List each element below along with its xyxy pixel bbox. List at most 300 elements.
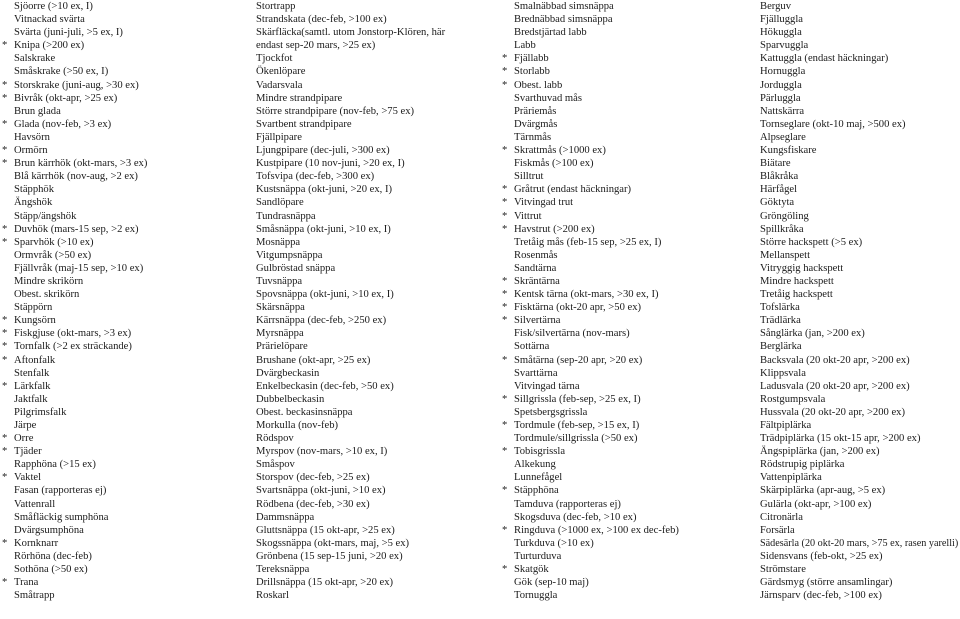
species-row [256,524,500,537]
species-row [502,419,758,432]
species-row [760,144,960,157]
species-row [256,589,500,602]
species-row [256,223,500,236]
species-entry: Tornuggla [514,590,558,602]
species-entry: Roskarl [256,590,289,602]
species-entry: Dvärgbeckasin [256,367,320,379]
species-entry: Storspov (dec-feb, >25 ex) [256,472,370,484]
species-entry: Orre [14,433,34,445]
species-entry: Pilgrimsfalk [14,406,67,418]
species-entry: Spillkråka [760,223,804,235]
species-entry: Ljungpipare (dec-juli, >300 ex) [256,145,390,157]
species-row [502,393,758,406]
species-entry: Sparvuggla [760,40,809,52]
asterisk-marker: * [2,354,8,366]
species-row [2,288,237,301]
species-entry: Tretåig hackspett [760,289,833,301]
species-row [256,170,500,183]
asterisk-marker: * [2,145,8,157]
species-entry: Stäpp/ängshök [14,210,77,222]
species-entry: Skogsduva (dec-feb, >10 ex) [514,511,637,523]
species-row [2,471,237,484]
species-entry: Trana [14,577,39,589]
species-entry: Glada (nov-feb, >3 ex) [14,118,112,130]
species-row [760,39,960,52]
species-entry: Brushane (okt-apr, >25 ex) [256,354,371,366]
species-entry: Trädpiplärka (15 okt-15 apr, >200 ex) [760,433,921,445]
species-entry: Skärpiplärka (apr-aug, >5 ex) [760,485,886,497]
species-row [760,314,960,327]
species-row [256,0,500,13]
species-row [2,432,237,445]
species-entry: Stäppörn [14,302,53,314]
species-row [256,498,500,511]
species-entry: Större hackspett (>5 ex) [760,236,863,248]
species-entry: Rosenmås [514,249,558,261]
species-entry: Fjälluggla [760,14,803,26]
species-row [760,210,960,223]
species-entry: Vitryggig hackspett [760,262,844,274]
species-entry: Stortrapp [256,1,296,12]
species-entry: Dvärgsumphöna [14,524,84,536]
species-entry: Fiskmås (>100 ex) [514,158,594,170]
species-entry: Lärkfalk [14,380,51,392]
species-column-4 [760,0,960,602]
species-row [256,576,500,589]
species-row [2,537,237,550]
species-row [2,563,237,576]
species-entry: Rödstrupig piplärka [760,459,845,471]
species-row [2,393,237,406]
species-row [2,236,237,249]
species-entry: Ökenlöpare [256,66,306,78]
species-row [760,223,960,236]
species-entry: Tornseglare (okt-10 maj, >500 ex) [760,118,906,130]
species-row [760,576,960,589]
species-row [502,340,758,353]
species-row [256,275,500,288]
species-row [2,131,237,144]
species-row [502,432,758,445]
species-row [2,52,237,65]
species-entry: Sothöna (>50 ex) [14,564,88,576]
species-row [256,484,500,497]
species-entry: Rödbena (dec-feb, >30 ex) [256,498,370,510]
species-row [2,13,237,26]
species-row [256,354,500,367]
species-entry: Tjäder [14,446,42,458]
species-row [760,288,960,301]
species-row [502,524,758,537]
species-row [256,183,500,196]
species-row [760,589,960,602]
species-entry: Jaktfalk [14,393,48,405]
species-entry: Vitvingad trut [514,197,574,209]
species-entry: Morkulla (nov-feb) [256,420,339,431]
species-entry: Lunnefågel [514,472,563,484]
species-entry: Hökuggla [760,27,802,39]
species-entry: Fisk/silvertärna (nov-mars) [514,328,630,340]
asterisk-marker: * [502,66,508,78]
species-row [502,550,758,563]
species-row [256,380,500,393]
species-entry: Fjällabb [514,53,549,65]
species-entry: Svarthuvad mås [514,92,582,104]
species-entry: Bredstjärtad labb [514,27,587,39]
species-entry: Berguv [760,1,791,12]
species-row [2,39,237,52]
species-row [760,380,960,393]
species-row [760,26,960,39]
species-row [760,105,960,118]
species-entry: Gråtrut (endast häckningar) [514,184,632,196]
species-row [760,262,960,275]
species-entry: Sidensvans (feb-okt, >25 ex) [760,550,883,562]
species-row [760,196,960,209]
species-row [502,406,758,419]
species-row [256,13,500,26]
species-entry: Alkekung [514,459,556,471]
species-row [760,354,960,367]
species-entry: Tofsvipa (dec-feb, >300 ex) [256,171,375,183]
species-row [760,79,960,92]
species-row [502,105,758,118]
species-entry: Salskrake [14,53,56,65]
species-entry: Vitnackad svärta [14,14,85,26]
asterisk-marker: * [502,210,508,222]
species-row [760,118,960,131]
species-row [256,65,500,78]
species-entry: Sädesärla (20 okt-20 mars, >75 ex, rasen yarelli) [760,537,959,549]
species-row [2,65,237,78]
species-entry: Skogssnäppa (okt-mars, maj, >5 ex) [256,537,410,549]
species-row [760,432,960,445]
species-entry: Bivråk (okt-apr, >25 ex) [14,92,118,104]
species-entry: Biätare [760,158,791,170]
species-row [256,26,500,39]
species-entry: Fjällvråk (maj-15 sep, >10 ex) [14,262,144,274]
species-entry: Skatgök [514,564,549,576]
species-row [502,170,758,183]
species-row [760,537,960,550]
species-row [256,393,500,406]
asterisk-marker: * [502,275,508,287]
asterisk-marker: * [502,302,508,314]
asterisk-marker: * [2,537,8,549]
species-entry: Svärta (juni-juli, >5 ex, I) [14,27,123,39]
species-entry: Kattuggla (endast häckningar) [760,53,889,65]
species-row [2,26,237,39]
species-entry: Rapphöna (>15 ex) [14,459,96,471]
species-entry: Silltrut [514,171,544,183]
species-row [502,511,758,524]
asterisk-marker: * [2,380,8,392]
species-row [2,380,237,393]
species-row [502,79,758,92]
species-row [760,0,960,13]
species-entry: Mindre skrikörn [14,275,84,287]
species-row [760,13,960,26]
species-row [2,484,237,497]
species-entry: Obest. labb [514,79,563,91]
species-row [760,65,960,78]
species-row [502,275,758,288]
species-entry: Stäpphök [14,184,55,196]
species-row [256,131,500,144]
species-row [502,65,758,78]
asterisk-marker: * [2,79,8,91]
species-entry: Dubbelbeckasin [256,393,325,405]
species-entry: Tärnmås [514,131,552,143]
species-entry: Ormörn [14,145,48,157]
species-row [2,406,237,419]
asterisk-marker: * [2,40,8,52]
species-row [256,79,500,92]
species-column-3 [502,0,758,602]
species-row [256,210,500,223]
species-entry: Sparvhök (>10 ex) [14,236,94,248]
species-row [760,550,960,563]
species-entry: Labb [514,40,536,52]
species-row [760,92,960,105]
species-entry: Vitgumpsnäppa [256,249,323,261]
species-entry: Fältpiplärka [760,420,812,431]
species-entry: Vadarsvala [256,79,303,91]
species-row [2,249,237,262]
species-entry: Svarttärna [514,367,558,379]
species-row [502,13,758,26]
species-row [256,471,500,484]
species-entry: Kungsörn [14,315,56,327]
species-entry: Strömstare [760,564,806,576]
species-entry: Skärsnäppa [256,302,305,314]
species-entry: Sandtärna [514,262,557,274]
species-entry: Sandlöpare [256,197,304,209]
species-entry: Myrsnäppa [256,328,304,340]
species-entry: Tundrasnäppa [256,210,316,222]
species-entry: Myrspov (nov-mars, >10 ex, I) [256,446,388,458]
species-row [760,406,960,419]
species-row [502,196,758,209]
species-entry: Turkduva (>10 ex) [514,537,594,549]
species-entry: Tofslärka [760,302,800,314]
species-row [760,367,960,380]
species-row [256,288,500,301]
species-row [256,157,500,170]
species-entry: Ladusvala (20 okt-20 apr, >200 ex) [760,380,910,392]
species-row [760,563,960,576]
species-row [2,183,237,196]
species-row [256,406,500,419]
species-entry: Järnsparv (dec-feb, >100 ex) [760,590,882,602]
species-entry: Större strandpipare (nov-feb, >75 ex) [256,105,415,117]
species-row [760,524,960,537]
species-row [2,144,237,157]
species-entry: Silvertärna [514,315,561,327]
species-entry: Tereksnäppa [256,564,310,576]
species-entry: Vattenpiplärka [760,472,822,484]
species-entry: Pärluggla [760,92,801,104]
species-row [256,537,500,550]
species-row [256,445,500,458]
asterisk-marker: * [2,315,8,327]
asterisk-marker: * [502,53,508,65]
species-row [2,223,237,236]
asterisk-marker: * [502,485,508,497]
species-entry: Tordmule/sillgrissla (>50 ex) [514,433,638,445]
species-entry: Sillgrissla (feb-sep, >25 ex, I) [514,393,641,405]
asterisk-marker: * [2,433,8,445]
asterisk-marker: * [2,92,8,104]
species-entry: Kustpipare (10 nov-juni, >20 ex, I) [256,158,405,170]
species-entry: Småsnäppa (okt-juni, >10 ex, I) [256,223,391,235]
asterisk-marker: * [2,341,8,353]
species-row [502,144,758,157]
species-row [2,210,237,223]
species-entry: Vaktel [14,472,42,484]
species-row [256,144,500,157]
species-row [502,262,758,275]
asterisk-marker: * [2,236,8,248]
species-entry: Tamduva (rapporteras ej) [514,498,621,510]
species-entry: Vattenrall [14,498,56,510]
species-row [502,484,758,497]
species-row [502,458,758,471]
species-row [502,288,758,301]
species-row [256,327,500,340]
species-entry: Obest. beckasinsnäppa [256,406,353,418]
species-entry: Tordmule (feb-sep, >15 ex, I) [514,420,640,431]
species-entry: Nattskärra [760,105,805,117]
species-entry: Gök (sep-10 maj) [514,577,589,589]
species-entry: Alpseglare [760,131,806,143]
species-entry: Prärielöpare [256,341,308,353]
species-row [502,327,758,340]
species-entry: Mindre strandpipare [256,92,343,104]
species-row [502,576,758,589]
asterisk-marker: * [502,79,508,91]
species-row [2,524,237,537]
species-entry: Stäpphöna [514,485,559,497]
species-entry: Blå kärrhök (nov-aug, >2 ex) [14,171,138,183]
asterisk-marker: * [502,354,508,366]
species-row [502,157,758,170]
species-entry: Mellanspett [760,249,811,261]
species-entry: Mosnäppa [256,236,301,248]
species-row [760,52,960,65]
species-entry: Storlabb [514,66,550,78]
species-entry: endast sep-20 mars, >25 ex) [256,40,376,52]
species-entry: Småspov [256,459,295,471]
species-row [2,458,237,471]
species-row [760,498,960,511]
species-entry: Fisktärna (okt-20 apr, >50 ex) [514,302,642,314]
asterisk-marker: * [502,197,508,209]
asterisk-marker: * [502,145,508,157]
species-entry: Spetsbergsgrissla [514,406,588,418]
species-row [2,262,237,275]
species-column-2 [256,0,500,602]
species-row [502,314,758,327]
species-row [256,196,500,209]
species-row [2,354,237,367]
species-row [2,314,237,327]
species-row [760,419,960,432]
asterisk-marker: * [502,289,508,301]
species-entry: Härfågel [760,184,798,196]
species-entry: Skräntärna [514,275,560,287]
species-row [2,0,237,13]
asterisk-marker: * [502,223,508,235]
species-entry: Småtrapp [14,590,55,602]
species-row [256,314,500,327]
species-entry: Gulbröstad snäppa [256,262,336,274]
species-row [502,210,758,223]
species-row [2,196,237,209]
species-entry: Sånglärka (jan, >200 ex) [760,328,865,340]
species-row [2,550,237,563]
asterisk-marker: * [2,328,8,340]
species-entry: Kustsnäppa (okt-juni, >20 ex, I) [256,184,393,196]
species-entry: Trädlärka [760,315,801,327]
species-row [760,249,960,262]
species-row [2,367,237,380]
species-row [256,432,500,445]
species-row [2,79,237,92]
species-row [256,550,500,563]
asterisk-marker: * [502,420,508,431]
asterisk-marker: * [502,524,508,536]
species-row [2,445,237,458]
species-entry: Kornknarr [14,537,59,549]
asterisk-marker: * [2,223,8,235]
species-entry: Brun kärrhök (okt-mars, >3 ex) [14,158,148,170]
species-entry: Fiskgjuse (okt-mars, >3 ex) [14,328,132,340]
species-entry: Präriemås [514,105,557,117]
species-entry: Strandskata (dec-feb, >100 ex) [256,14,387,26]
species-row [760,131,960,144]
species-entry: Backsvala (20 okt-20 apr, >200 ex) [760,354,910,366]
species-entry: Sottärna [514,341,550,353]
species-row [760,275,960,288]
species-entry: Brun glada [14,105,61,117]
species-entry: Mindre hackspett [760,275,834,287]
species-row [2,301,237,314]
species-row [760,393,960,406]
species-entry: Rödspov [256,433,294,445]
species-entry: Fasan (rapporteras ej) [14,485,107,497]
species-entry: Havsörn [14,131,50,143]
species-row [256,340,500,353]
species-entry: Hussvala (20 okt-20 apr, >200 ex) [760,406,906,418]
species-entry: Citronärla [760,511,803,523]
species-row [760,484,960,497]
species-row [502,52,758,65]
species-row [256,39,500,52]
species-row [2,511,237,524]
species-entry: Jorduggla [760,79,802,91]
species-row [2,170,237,183]
species-row [502,563,758,576]
species-entry: Småtärna (sep-20 apr, >20 ex) [514,354,643,366]
asterisk-marker: * [502,393,508,405]
species-entry: Gröngöling [760,210,809,222]
species-entry: Kungsfiskare [760,145,817,157]
species-row [2,118,237,131]
species-entry: Småskrake (>50 ex, I) [14,66,109,78]
species-entry: Tornfalk (>2 ex sträckande) [14,341,132,353]
species-row [502,249,758,262]
